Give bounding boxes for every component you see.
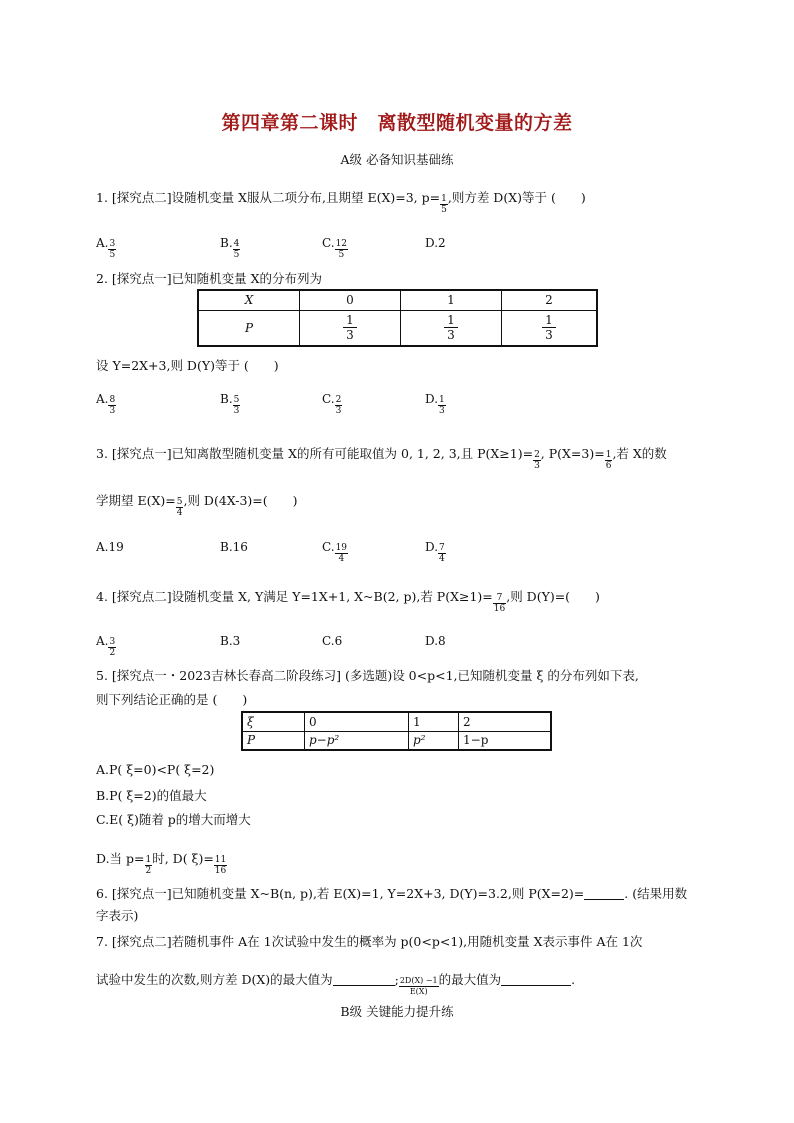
option-d[interactable]: D.8 <box>425 634 446 648</box>
option-c[interactable]: C. $\frac{19}{4}$ <box>322 540 348 564</box>
option-b[interactable]: B. $\frac{4}{5}$ <box>220 236 240 260</box>
option-b[interactable]: B. $\frac{5}{3}$ <box>220 392 240 416</box>
question-6-line-2: 字表示) <box>96 908 139 923</box>
table-header-cell: 1 <box>401 290 502 310</box>
page-title: 第四章第二课时 离散型随机变量的方差 <box>221 112 573 134</box>
option-a[interactable]: A.P( ξ=0)<P( ξ=2) <box>96 762 215 777</box>
option-a[interactable]: A. $\frac{3}{5}$ <box>96 236 116 260</box>
question-1: 1. [探究点二]设随机变量 X服从二项分布,且期望 E(X)=3, p= $\frac{1}{5}$ ,则方差 D(X)等于 ( ) <box>96 190 586 215</box>
table-cell: 1 3 <box>300 310 401 346</box>
question-6-line-1: 6. [探究点一]已知随机变量 X~B(n, p),若 E(X)=1, Y=2X+3, D(Y)=3.2,则 P(X=2)= . (结果用数 <box>96 886 688 901</box>
question-4: 4. [探究点二]设随机变量 X, Y满足 Y=1X+1, X~B(2, p),若 P(X≥1)= $\frac{7}{16}$ ,则 D(Y)=( ) <box>96 589 600 614</box>
option-a[interactable]: A. $\frac{8}{3}$ <box>96 392 116 416</box>
answer-blank-2[interactable] <box>501 972 571 986</box>
table-row-label: P <box>198 310 300 346</box>
table-cell: p² <box>409 731 459 750</box>
distribution-table-q2 <box>197 289 598 347</box>
section-b-heading: B级 关键能力提升练 <box>340 1004 454 1019</box>
option-d[interactable]: D.2 <box>425 236 446 250</box>
option-d[interactable]: D. $\frac{1}{3}$ <box>425 392 445 416</box>
table-cell: 1 3 <box>401 310 502 346</box>
question-7-line-2: 试验中发生的次数,则方差 D(X)的最大值为 ; $\frac{2D(X) -1}{E(X)}$ 的最大值为 . <box>96 972 576 996</box>
question-3-line-2: 学期望 E(X)= $\frac{5}{4}$ ,则 D(4X-3)=( ) <box>96 493 298 518</box>
option-a[interactable]: A. $\frac{3}{2}$ <box>96 634 116 658</box>
fraction: $\frac{1}{5}$ <box>441 194 447 215</box>
table-header-cell: 1 <box>409 712 459 731</box>
distribution-table-q5 <box>241 711 552 751</box>
table-cell: p−p² <box>305 731 409 750</box>
table-header-cell: 2 <box>502 290 598 310</box>
table-row-label: P <box>242 731 305 750</box>
option-a[interactable]: A.19 <box>96 540 124 554</box>
option-b[interactable]: B.P( ξ=2)的值最大 <box>96 788 207 803</box>
option-d[interactable]: D. $\frac{7}{4}$ <box>425 540 445 564</box>
option-c[interactable]: C.E( ξ)随着 p的增大而增大 <box>96 812 251 827</box>
table-header-cell: 2 <box>459 712 552 731</box>
table-cell: 1−p <box>459 731 552 750</box>
answer-blank[interactable] <box>584 886 624 900</box>
section-a-heading: A级 必备知识基础练 <box>340 152 454 167</box>
table-header-cell: 0 <box>305 712 409 731</box>
question-2-followup: 设 Y=2X+3,则 D(Y)等于 ( ) <box>96 358 279 373</box>
answer-blank-1[interactable] <box>333 972 395 986</box>
option-d[interactable]: D.当 p= $\frac{1}{2}$ 时, D( ξ)= $\frac{11}{16}$ <box>96 851 227 876</box>
question-5-line-2: 则下列结论正确的是 ( ) <box>96 692 248 707</box>
table-header-cell: 0 <box>300 290 401 310</box>
table-header-cell: ξ <box>242 712 305 731</box>
table-cell: 1 3 <box>502 310 598 346</box>
table-header-cell: X <box>198 290 300 310</box>
option-b[interactable]: B.16 <box>220 540 248 554</box>
option-c[interactable]: C. $\frac{12}{5}$ <box>322 236 348 260</box>
option-c[interactable]: C.6 <box>322 634 343 648</box>
question-3-line-1: 3. [探究点一]已知离散型随机变量 X的所有可能取值为 0, 1, 2, 3,且 P(X≥1)= $\frac{2}{3}$ , P(X=3)= $\frac{1}{6}$ ,若 X的数 <box>96 446 667 471</box>
option-b[interactable]: B.3 <box>220 634 241 648</box>
question-2: 2. [探究点一]已知随机变量 X的分布列为 <box>96 271 323 286</box>
question-5-line-1: 5. [探究点一・2023吉林长春高二阶段练习] (多选题)设 0<p<1,已知随机变量 ξ 的分布列如下表, <box>96 668 639 683</box>
option-c[interactable]: C. $\frac{2}{3}$ <box>322 392 342 416</box>
question-7-line-1: 7. [探究点二]若随机事件 A在 1次试验中发生的概率为 p(0<p<1),用随机变量 X表示事件 A在 1次 <box>96 934 643 949</box>
